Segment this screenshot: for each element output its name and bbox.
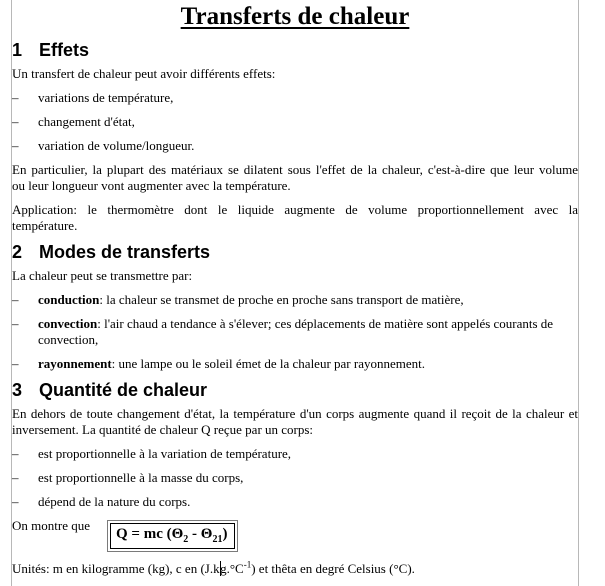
paragraph-line: inversement. La quantité de chaleur Q reçue par un corps: [12, 422, 314, 437]
paragraph-line: En particulier, la plupart des matériaux se dilatent sous l'effet de la chaleur, c'est-à-dire que leur volume [12, 162, 578, 177]
section-2-heading [12, 242, 578, 262]
list-item-text: changement d'état, [38, 114, 135, 129]
section-3-heading [12, 380, 578, 400]
section-3-number: 3 [12, 380, 23, 400]
list-item-text: variation de volume/longueur. [38, 138, 195, 153]
formula-subscript: 21 [212, 534, 223, 545]
units-text: Unités: m en kilogramme (kg), c en (J.k [12, 561, 220, 576]
list-item-text: : la chaleur se transmet de proche en proche sans transport de matière, [99, 292, 464, 307]
dash-bullet: – [12, 138, 19, 153]
section-1-number: 1 [12, 40, 23, 60]
formula-subscript: 2 [183, 534, 189, 545]
section-1-heading [12, 40, 578, 60]
units-paragraph [12, 561, 578, 577]
dash-bullet: – [12, 356, 19, 371]
text-boundary-right-line [578, 0, 579, 586]
section-1-heading-text: Effets [39, 40, 90, 60]
list-item [12, 470, 578, 486]
paragraph-line: température. [12, 218, 78, 233]
list-item [12, 114, 578, 130]
list-item-text: : une lampe ou le soleil émet de la chaleur par rayonnement. [111, 356, 425, 371]
list-item [12, 494, 578, 510]
formula-part: - Θ [188, 526, 213, 542]
formula-part: Q = mc (Θ [115, 526, 184, 542]
list-item-text: : l'air chaud a tendance à s'élever; ces déplacements de matière sont appelés courants de convection, [38, 316, 554, 347]
section-2-number: 2 [12, 242, 23, 262]
paragraph-line: ou leur longueur vont augmenter avec la température. [12, 178, 291, 193]
dash-bullet: – [12, 470, 19, 485]
dash-bullet: – [12, 316, 19, 331]
formula-intro-text: On montre que [12, 518, 90, 533]
list-item [12, 138, 578, 154]
heat-quantity-formula [110, 523, 235, 549]
list-item-text: variations de température, [38, 90, 174, 105]
section-2-heading-text: Modes de transferts [39, 242, 211, 262]
dash-bullet: – [12, 494, 19, 509]
document-title: Transferts de chaleur [180, 3, 410, 30]
list-item [12, 316, 578, 348]
list-item-term: rayonnement [38, 356, 112, 371]
formula-row [12, 518, 578, 552]
section-2-intro-paragraph: La chaleur peut se transmettre par: [12, 268, 193, 283]
section-3-heading-text: Quantité de chaleur [39, 380, 208, 400]
formula-part: ) [222, 526, 228, 542]
dash-bullet: – [12, 90, 19, 105]
list-item-text: dépend de la nature du corps. [38, 494, 191, 509]
dash-bullet: – [12, 114, 19, 129]
list-item-text: est proportionnelle à la variation de température, [38, 446, 292, 461]
list-item-term: convection [38, 316, 98, 331]
units-text: g.°C [220, 561, 244, 576]
application-paragraph [12, 202, 578, 234]
formula-box [107, 520, 238, 552]
units-exponent: -1 [243, 559, 252, 570]
paragraph-line: En dehors de toute changement d'état, la température d'un corps augmente quand il reçoit de la chaleur et [12, 406, 578, 421]
section-1-intro-paragraph: Un transfert de chaleur peut avoir différents effets: [12, 66, 276, 81]
units-text: ) et thêta en degré Celsius (°C). [251, 561, 415, 576]
document-content [12, 2, 578, 585]
dash-bullet: – [12, 292, 19, 307]
list-item [12, 90, 578, 106]
dash-bullet: – [12, 446, 19, 461]
list-item [12, 356, 578, 372]
section-3-intro-paragraph [12, 406, 578, 438]
list-item [12, 446, 578, 462]
dilatation-paragraph [12, 162, 578, 194]
list-item-term: conduction [38, 292, 100, 307]
list-item-text: est proportionnelle à la masse du corps, [38, 470, 244, 485]
paragraph-line: Application: le thermomètre dont le liquide augmente de volume proportionnellement avec la [12, 202, 578, 217]
list-item [12, 292, 578, 308]
